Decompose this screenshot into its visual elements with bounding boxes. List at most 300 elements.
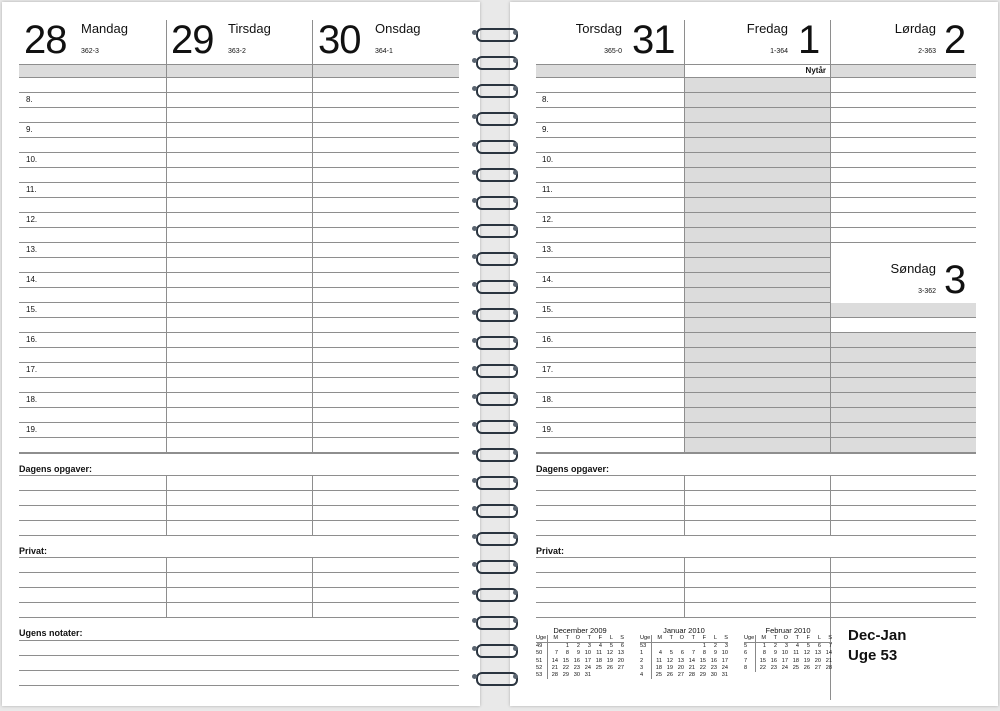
header-top-line bbox=[536, 64, 976, 65]
day-number-tuesday: 29 bbox=[171, 18, 214, 62]
mini-calendar-cell: 14 bbox=[825, 650, 832, 657]
day-number-thursday: 31 bbox=[632, 18, 675, 62]
spiral-ring bbox=[470, 278, 520, 292]
mini-calendar-cell: 27 bbox=[814, 664, 821, 671]
hour-label: 11. bbox=[26, 185, 37, 194]
mini-calendar-cell: 4 bbox=[658, 650, 662, 657]
mini-calendar-cell: 5 bbox=[609, 643, 613, 650]
hour-label: 10. bbox=[26, 155, 38, 164]
day-name-friday: Fredag bbox=[746, 21, 788, 36]
hour-line bbox=[19, 137, 459, 138]
spiral-ring bbox=[470, 250, 520, 264]
mini-calendar-cell: 12 bbox=[666, 657, 673, 664]
header-bottom-line bbox=[536, 77, 976, 78]
mini-calendar-cell: 20 bbox=[617, 657, 624, 664]
column-divider bbox=[312, 20, 313, 453]
spiral-ring bbox=[470, 306, 520, 320]
mini-calendar-cell: 18 bbox=[595, 657, 602, 664]
private-top-line bbox=[19, 557, 459, 558]
mini-calendar-cell: 21 bbox=[688, 664, 695, 671]
spiral-ring bbox=[470, 54, 520, 68]
day-name-wednesday: Onsdag bbox=[375, 21, 421, 36]
mini-calendar-cell: 24 bbox=[721, 664, 728, 671]
mini-calendar-cell: 24 bbox=[781, 664, 788, 671]
mini-calendar bbox=[640, 626, 728, 679]
column-divider bbox=[830, 20, 831, 453]
week-period: Dec-Jan bbox=[848, 627, 907, 644]
mini-calendar-cell: 7 bbox=[828, 643, 832, 650]
mini-calendar-cell: 28 bbox=[688, 672, 695, 679]
mini-calendar-header-cell: T bbox=[766, 635, 777, 643]
hour-line bbox=[19, 107, 459, 108]
mini-calendar-cell: 12 bbox=[606, 650, 613, 657]
hour-line bbox=[536, 332, 976, 333]
mini-calendar bbox=[744, 626, 832, 672]
mini-calendar-cell: 3 bbox=[784, 643, 788, 650]
mini-calendar-cell: 26 bbox=[606, 664, 613, 671]
mini-calendar-cell: 11 bbox=[793, 650, 799, 657]
hour-line bbox=[536, 407, 976, 408]
tasks-line bbox=[536, 505, 976, 506]
hour-line bbox=[19, 317, 459, 318]
column-divider bbox=[312, 557, 313, 617]
hour-label: 17. bbox=[26, 365, 38, 374]
header-bottom-line bbox=[19, 77, 459, 78]
day-name-thursday: Torsdag bbox=[575, 21, 622, 36]
mini-calendar-cell: 12 bbox=[803, 650, 810, 657]
mini-calendar-cell: 11 bbox=[596, 650, 602, 657]
hour-label: 13. bbox=[542, 245, 554, 254]
hour-line bbox=[536, 257, 830, 258]
mini-calendar-cell: 2 bbox=[773, 643, 777, 650]
mini-calendar-table bbox=[536, 635, 624, 679]
mini-calendar-cell: 5 bbox=[669, 650, 673, 657]
hour-label: 16. bbox=[26, 335, 38, 344]
private-line bbox=[536, 587, 976, 588]
private-line bbox=[19, 617, 459, 618]
hour-line bbox=[536, 92, 976, 93]
hour-label: 14. bbox=[542, 275, 554, 284]
column-divider bbox=[312, 475, 313, 535]
hour-line bbox=[536, 362, 976, 363]
mini-calendar-cell: 11 bbox=[656, 657, 662, 664]
mini-calendar-cell: 15 bbox=[562, 657, 569, 664]
hour-line bbox=[19, 92, 459, 93]
hour-line bbox=[536, 227, 976, 228]
mini-calendar-cell: 24 bbox=[584, 664, 591, 671]
column-divider bbox=[166, 20, 167, 453]
mini-calendar-cell: 6 bbox=[620, 643, 624, 650]
mini-calendar-cell: 22 bbox=[562, 664, 569, 671]
day-number-saturday: 2 bbox=[944, 18, 966, 62]
mini-calendar-cell: 53 bbox=[536, 672, 547, 679]
mini-calendar-cell: 4 bbox=[640, 672, 651, 679]
mini-calendar-cell: 53 bbox=[640, 643, 651, 651]
header-shade-thursday bbox=[536, 64, 684, 77]
spiral-ring bbox=[470, 362, 520, 376]
mini-calendar-cell: 10 bbox=[584, 650, 591, 657]
mini-calendar-cell: 1 bbox=[762, 643, 766, 650]
private-line bbox=[536, 602, 976, 603]
private-line bbox=[19, 572, 459, 573]
mini-calendar-cell: 9 bbox=[576, 650, 580, 657]
spiral-ring bbox=[470, 26, 520, 40]
mini-calendar-cell: 4 bbox=[795, 643, 799, 650]
mini-calendar-cell bbox=[591, 672, 602, 679]
mini-calendar-cell: 7 bbox=[744, 658, 755, 665]
mini-calendar-cell: 28 bbox=[825, 664, 832, 671]
spiral-ring bbox=[470, 334, 520, 348]
mini-calendar-cell: 26 bbox=[666, 672, 673, 679]
mini-calendar-cell: 2 bbox=[576, 643, 580, 650]
hour-line bbox=[536, 137, 976, 138]
spiral-ring bbox=[470, 446, 520, 460]
hour-line bbox=[19, 407, 459, 408]
spiral-ring bbox=[470, 642, 520, 656]
column-divider bbox=[684, 20, 685, 453]
mini-calendar-cell: 6 bbox=[680, 650, 684, 657]
mini-calendar-cell bbox=[651, 643, 662, 651]
notes-top-line bbox=[19, 640, 459, 641]
hour-label: 13. bbox=[26, 245, 38, 254]
hour-line bbox=[19, 182, 459, 183]
mini-calendar-cell: 26 bbox=[803, 664, 810, 671]
mini-calendar-cell: 17 bbox=[781, 657, 788, 664]
tasks-label-right: Dagens opgaver: bbox=[536, 464, 610, 474]
mini-calendar-cell: 20 bbox=[814, 657, 821, 664]
mini-calendar-cell: 25 bbox=[792, 664, 799, 671]
schedule-bottom-line bbox=[19, 453, 459, 454]
mini-calendar-cell: 7 bbox=[691, 650, 695, 657]
hour-label: 10. bbox=[542, 155, 554, 164]
header-top-line bbox=[19, 64, 459, 65]
hour-line bbox=[536, 167, 976, 168]
hour-label: 15. bbox=[542, 305, 554, 314]
week-number: Uge 53 bbox=[848, 647, 898, 664]
hour-line bbox=[19, 422, 459, 423]
mini-calendar-header-cell: S bbox=[717, 635, 728, 643]
holiday-label: Nytår bbox=[805, 66, 826, 75]
mini-calendar-cell: 23 bbox=[710, 664, 717, 671]
hour-line bbox=[536, 212, 976, 213]
notes-label-left: Ugens notater: bbox=[19, 628, 83, 638]
mini-calendar-cell: 7 bbox=[554, 650, 558, 657]
notes-line bbox=[19, 670, 459, 671]
day-name-saturday: Lørdag bbox=[894, 21, 936, 36]
day-code-thursday: 365-0 bbox=[604, 48, 622, 55]
tasks-label-left: Dagens opgaver: bbox=[19, 464, 93, 474]
mini-calendar-cell: 10 bbox=[781, 650, 788, 657]
mini-calendar-header-cell: L bbox=[602, 635, 613, 643]
spiral-ring bbox=[470, 474, 520, 488]
mini-calendar-header-cell: L bbox=[706, 635, 717, 643]
tasks-top-line bbox=[536, 475, 976, 476]
mini-calendar-cell: 29 bbox=[562, 672, 569, 679]
hour-line bbox=[536, 422, 976, 423]
hour-line bbox=[19, 302, 459, 303]
mini-calendar-cell: 8 bbox=[762, 650, 766, 657]
mini-calendar-cell bbox=[547, 643, 558, 651]
mini-calendar-cell: 19 bbox=[606, 657, 613, 664]
hour-label: 19. bbox=[542, 425, 554, 434]
mini-calendar-cell: 22 bbox=[699, 664, 706, 671]
hour-line bbox=[19, 242, 459, 243]
hour-line bbox=[19, 167, 459, 168]
sunday-header-shade bbox=[830, 303, 976, 317]
notes-line bbox=[19, 655, 459, 656]
mini-calendar-header-cell: M bbox=[547, 635, 558, 643]
mini-calendar-cell: 10 bbox=[721, 650, 728, 657]
friday-holiday-shade bbox=[684, 77, 830, 453]
private-label-left: Privat: bbox=[19, 546, 48, 556]
mini-calendar-cell: 17 bbox=[721, 657, 728, 664]
mini-calendar-cell: 6 bbox=[817, 643, 821, 650]
mini-calendar-cell: 30 bbox=[573, 672, 580, 679]
hour-line bbox=[19, 227, 459, 228]
mini-calendar-header-cell: Uge bbox=[640, 635, 651, 641]
mini-calendar-cell: 1 bbox=[565, 643, 569, 650]
mini-calendar-title: Februar 2010 bbox=[765, 626, 811, 635]
mini-calendar-header-cell: T bbox=[788, 635, 799, 643]
hour-label: 14. bbox=[26, 275, 38, 284]
mini-calendar-cell: 18 bbox=[792, 657, 799, 664]
mini-calendar-cell bbox=[662, 643, 673, 651]
mini-calendar-cell: 2 bbox=[640, 658, 651, 665]
hour-label: 16. bbox=[542, 335, 554, 344]
header-shade-saturday bbox=[830, 64, 976, 77]
mini-calendar-header-cell: F bbox=[591, 635, 602, 643]
hour-label: 9. bbox=[542, 125, 549, 134]
mini-calendar-header-cell: O bbox=[673, 635, 684, 643]
private-top-line bbox=[536, 557, 976, 558]
mini-calendar-cell: 29 bbox=[699, 672, 706, 679]
day-code-monday: 362-3 bbox=[81, 48, 99, 55]
column-divider bbox=[166, 475, 167, 535]
private-line bbox=[536, 617, 976, 618]
mini-calendar-header-cell: Uge bbox=[536, 635, 547, 641]
private-line bbox=[19, 602, 459, 603]
hour-label: 17. bbox=[542, 365, 554, 374]
header-shade-bar bbox=[19, 64, 459, 77]
mini-calendar-cell: 1 bbox=[640, 650, 651, 657]
mini-calendar-cell: 13 bbox=[677, 657, 684, 664]
mini-calendar-title: December 2009 bbox=[553, 626, 607, 635]
day-number-wednesday: 30 bbox=[318, 18, 361, 62]
hour-line bbox=[19, 152, 459, 153]
spiral-ring bbox=[470, 110, 520, 124]
mini-calendar-header-cell: Uge bbox=[744, 635, 755, 641]
mini-calendar-cell: 22 bbox=[759, 664, 766, 671]
spiral-ring bbox=[470, 530, 520, 544]
mini-calendar-header-cell: M bbox=[755, 635, 766, 643]
mini-calendar-cell: 50 bbox=[536, 650, 547, 657]
mini-calendar-cell: 27 bbox=[617, 664, 624, 671]
mini-calendar-table bbox=[744, 635, 832, 672]
mini-calendar-cell: 31 bbox=[721, 672, 728, 679]
spiral-ring bbox=[470, 166, 520, 180]
hour-line bbox=[19, 392, 459, 393]
mini-calendar-cell: 25 bbox=[655, 672, 662, 679]
mini-calendar-cell: 15 bbox=[699, 657, 706, 664]
day-code-friday: 1-364 bbox=[770, 48, 788, 55]
mini-calendar-header-cell: S bbox=[613, 635, 624, 643]
hour-line bbox=[19, 272, 459, 273]
mini-calendar-cell: 5 bbox=[806, 643, 810, 650]
mini-calendar-header-cell: O bbox=[569, 635, 580, 643]
mini-calendar-cell: 2 bbox=[713, 643, 717, 650]
mini-calendar-cell: 13 bbox=[814, 650, 821, 657]
mini-calendar-cell: 23 bbox=[573, 664, 580, 671]
hour-line bbox=[536, 197, 976, 198]
tasks-line bbox=[536, 490, 976, 491]
spiral-ring bbox=[470, 670, 520, 684]
mini-calendar-cell: 4 bbox=[598, 643, 602, 650]
mini-calendar-cell: 3 bbox=[640, 665, 651, 672]
hour-label: 12. bbox=[542, 215, 554, 224]
mini-calendar-header-cell: S bbox=[821, 635, 832, 643]
hour-line bbox=[536, 122, 976, 123]
hour-line bbox=[536, 437, 976, 438]
day-number-friday: 1 bbox=[798, 18, 820, 62]
hour-line bbox=[19, 122, 459, 123]
hour-line bbox=[536, 347, 976, 348]
hour-line bbox=[536, 392, 976, 393]
hour-label: 19. bbox=[26, 425, 38, 434]
hour-line bbox=[19, 347, 459, 348]
spiral-ring bbox=[470, 586, 520, 600]
mini-calendar-cell bbox=[684, 643, 695, 651]
mini-calendar-cell: 1 bbox=[702, 643, 706, 650]
mini-calendar-cell bbox=[602, 672, 613, 679]
mini-calendar-header-cell: T bbox=[558, 635, 569, 643]
tasks-line bbox=[536, 520, 976, 521]
day-code-wednesday: 364-1 bbox=[375, 48, 393, 55]
tasks-line bbox=[19, 505, 459, 506]
hour-line bbox=[536, 242, 976, 243]
hour-line bbox=[19, 332, 459, 333]
mini-calendar-cell: 30 bbox=[710, 672, 717, 679]
spiral-ring bbox=[470, 138, 520, 152]
spiral-ring bbox=[470, 502, 520, 516]
mini-calendar-cell: 25 bbox=[595, 664, 602, 671]
mini-calendar-cell: 6 bbox=[744, 650, 755, 657]
hour-label: 18. bbox=[542, 395, 554, 404]
tasks-line bbox=[19, 535, 459, 536]
hour-label: 9. bbox=[26, 125, 33, 134]
column-divider bbox=[166, 557, 167, 617]
mini-calendar-cell: 27 bbox=[677, 672, 684, 679]
private-label-right: Privat: bbox=[536, 546, 565, 556]
day-name-sunday: Søndag bbox=[890, 261, 936, 276]
spiral-ring bbox=[470, 194, 520, 208]
day-code-tuesday: 363-2 bbox=[228, 48, 246, 55]
mini-calendar-cell: 51 bbox=[536, 658, 547, 665]
mini-calendar-cell: 5 bbox=[744, 643, 755, 651]
mini-calendar-header-cell: M bbox=[651, 635, 662, 643]
mini-calendar-header-cell: T bbox=[684, 635, 695, 643]
hour-line bbox=[19, 287, 459, 288]
spiral-ring bbox=[470, 390, 520, 404]
private-line bbox=[19, 587, 459, 588]
hour-line bbox=[536, 182, 976, 183]
hour-line bbox=[536, 287, 830, 288]
mini-calendar-cell: 31 bbox=[584, 672, 591, 679]
mini-calendar-cell: 16 bbox=[573, 657, 580, 664]
hour-line bbox=[536, 107, 976, 108]
day-name-tuesday: Tirsdag bbox=[228, 21, 271, 36]
notes-line bbox=[19, 685, 459, 686]
mini-calendar-header-cell: L bbox=[810, 635, 821, 643]
mini-calendar-cell: 21 bbox=[551, 664, 558, 671]
hour-label: 11. bbox=[542, 185, 553, 194]
hour-line bbox=[19, 197, 459, 198]
day-number-monday: 28 bbox=[24, 18, 67, 62]
day-code-sunday: 3-362 bbox=[918, 288, 936, 295]
hour-label: 8. bbox=[542, 95, 549, 104]
mini-calendar-cell: 28 bbox=[551, 672, 558, 679]
mini-calendar-cell: 20 bbox=[677, 664, 684, 671]
tasks-line bbox=[536, 535, 976, 536]
mini-calendar-cell: 49 bbox=[536, 643, 547, 651]
mini-calendar-header-cell: O bbox=[777, 635, 788, 643]
mini-calendar-cell: 23 bbox=[770, 664, 777, 671]
mini-calendar bbox=[536, 626, 624, 679]
hour-line bbox=[19, 257, 459, 258]
mini-calendar-table bbox=[640, 635, 728, 679]
mini-calendar-cell: 52 bbox=[536, 665, 547, 672]
mini-calendar-cell: 16 bbox=[770, 657, 777, 664]
column-divider bbox=[830, 557, 831, 617]
hour-line bbox=[19, 377, 459, 378]
mini-calendar-header-cell: T bbox=[580, 635, 591, 643]
mini-calendar-cell: 14 bbox=[688, 657, 695, 664]
hour-line bbox=[19, 437, 459, 438]
mini-calendar-cell: 15 bbox=[759, 657, 766, 664]
mini-calendar-cell bbox=[673, 643, 684, 651]
mini-calendar-cell: 8 bbox=[565, 650, 569, 657]
hour-label: 15. bbox=[26, 305, 38, 314]
mini-calendar-header-cell: F bbox=[695, 635, 706, 643]
hour-line bbox=[536, 302, 830, 303]
day-number-sunday: 3 bbox=[944, 258, 966, 302]
spiral-ring bbox=[470, 558, 520, 572]
column-divider bbox=[684, 475, 685, 535]
spiral-ring bbox=[470, 614, 520, 628]
mini-calendar-cell: 19 bbox=[666, 664, 673, 671]
mini-calendar-cell: 21 bbox=[825, 657, 832, 664]
hour-label: 18. bbox=[26, 395, 38, 404]
mini-calendar-cell: 18 bbox=[655, 664, 662, 671]
spiral-ring bbox=[470, 418, 520, 432]
private-line bbox=[536, 572, 976, 573]
mini-calendar-header-cell: T bbox=[662, 635, 673, 643]
mini-calendar-title: Januar 2010 bbox=[663, 626, 705, 635]
sunday-line bbox=[830, 317, 976, 318]
spiral-ring bbox=[470, 82, 520, 96]
tasks-line bbox=[19, 490, 459, 491]
hour-label: 8. bbox=[26, 95, 33, 104]
mini-calendar-cell: 17 bbox=[584, 657, 591, 664]
column-divider bbox=[830, 475, 831, 535]
hour-line bbox=[536, 152, 976, 153]
mini-calendar-cell: 19 bbox=[803, 657, 810, 664]
hour-label: 12. bbox=[26, 215, 38, 224]
hour-line bbox=[536, 272, 830, 273]
hour-line bbox=[19, 362, 459, 363]
spiral-ring bbox=[470, 222, 520, 236]
mini-calendar-cell: 3 bbox=[587, 643, 591, 650]
mini-calendar-header-cell: F bbox=[799, 635, 810, 643]
